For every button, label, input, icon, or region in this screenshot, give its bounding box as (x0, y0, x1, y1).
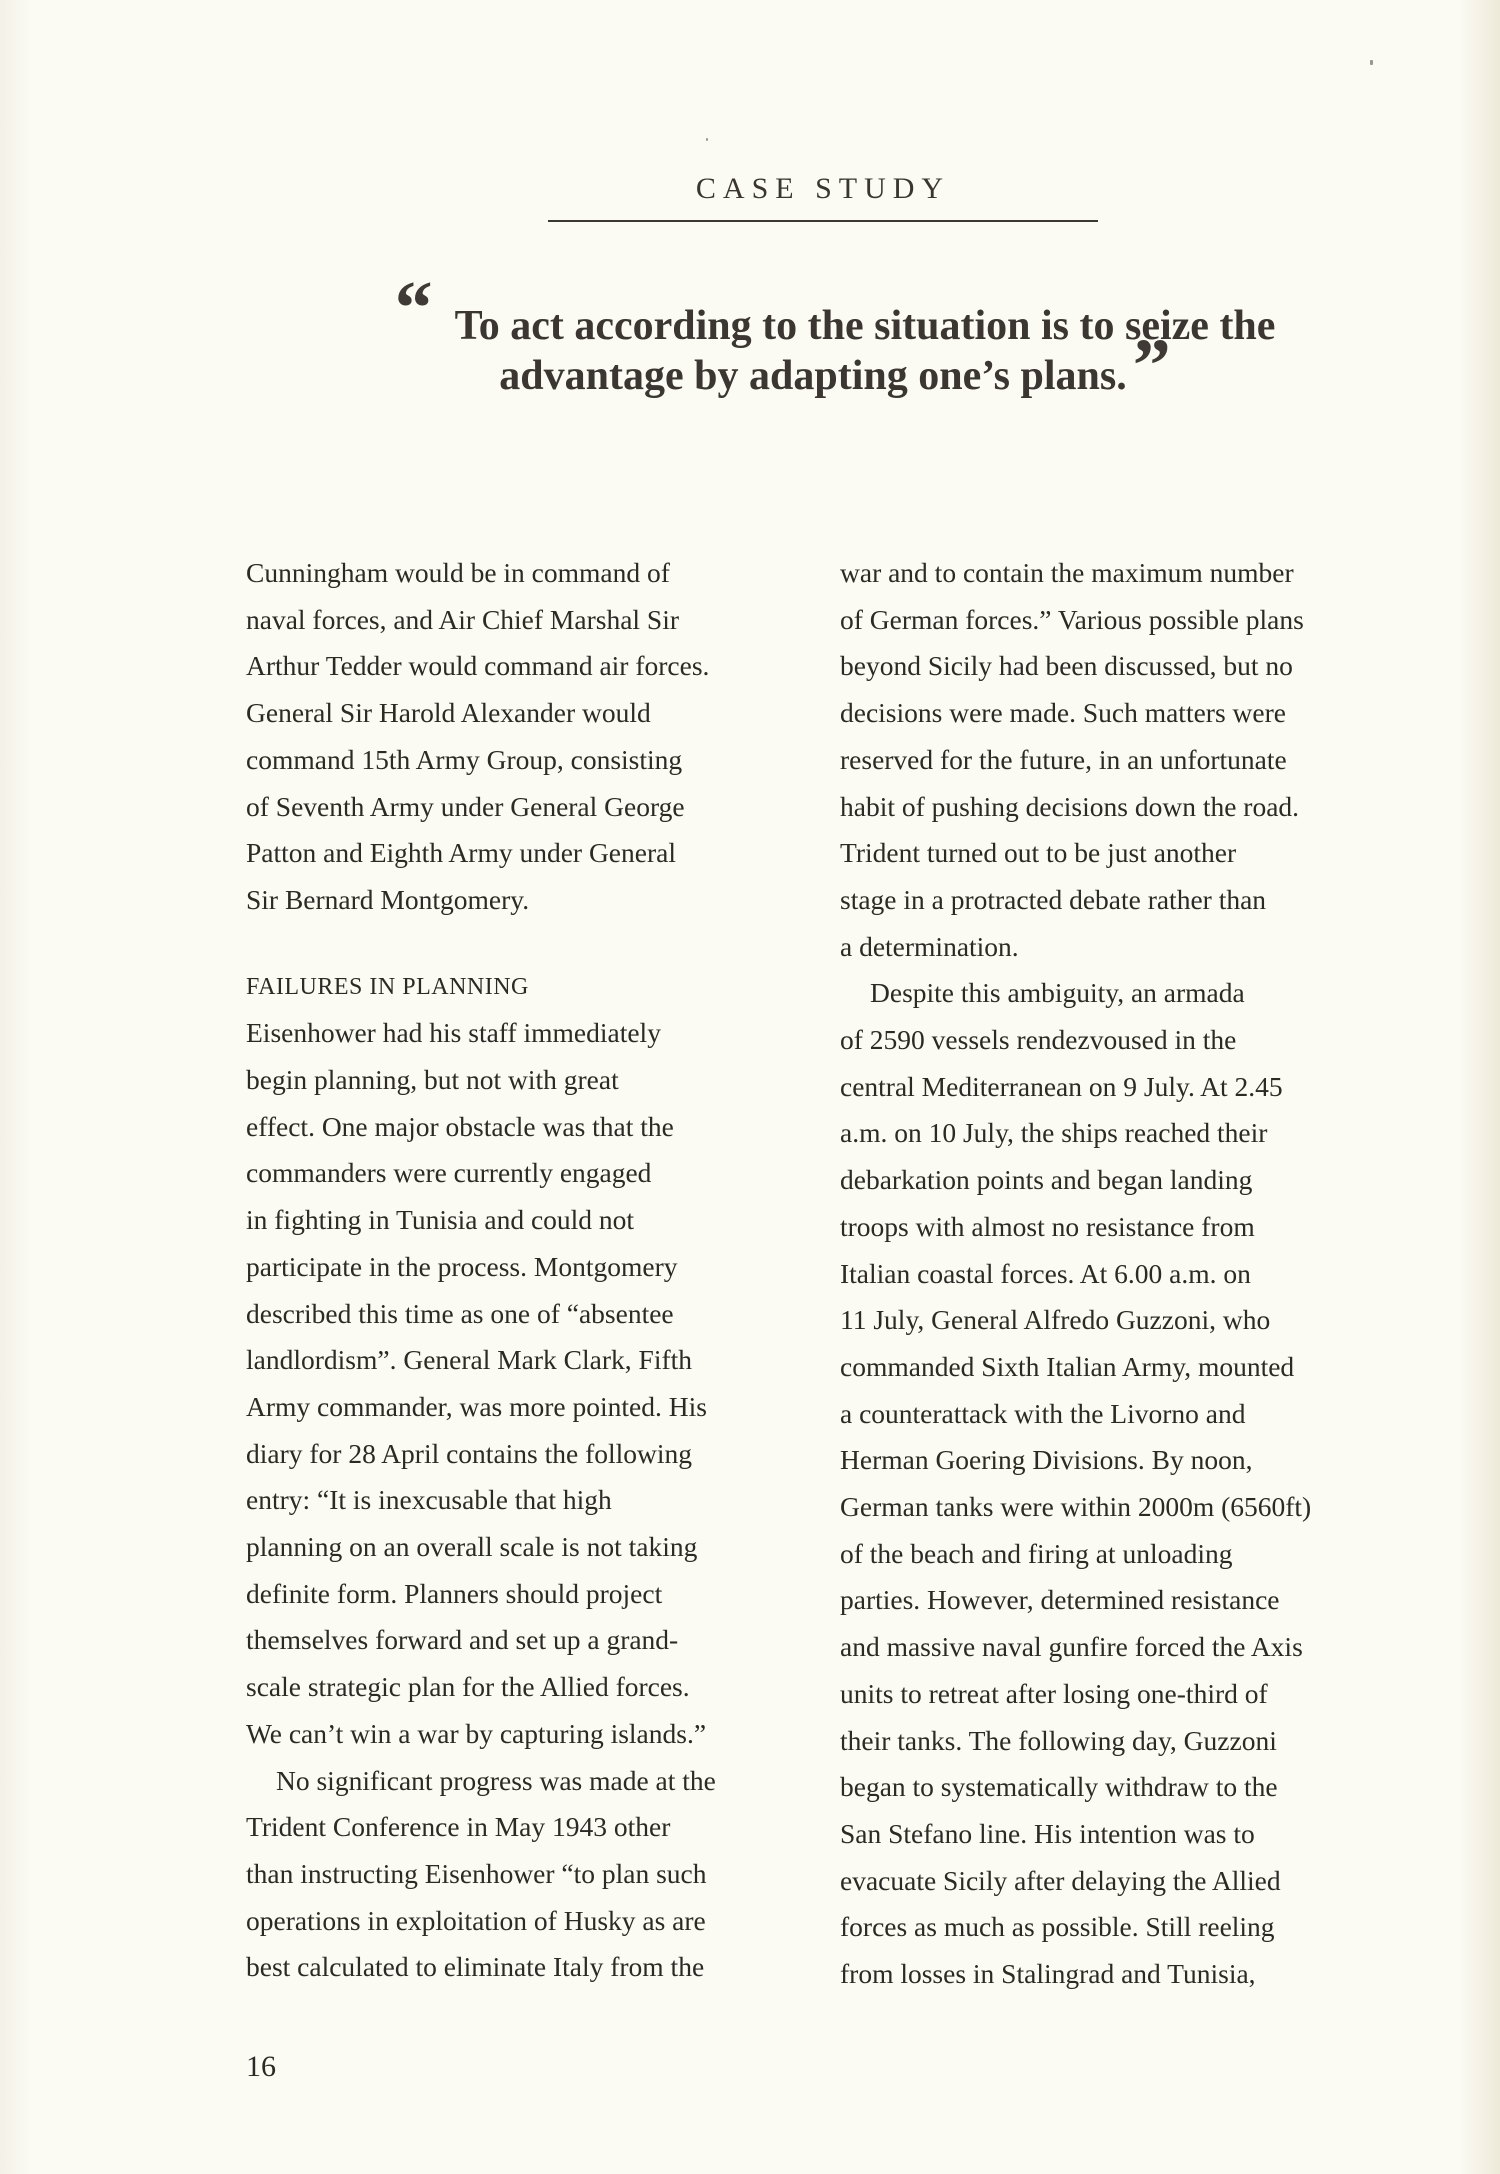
text-line: units to retreat after losing one-third of (840, 1677, 1268, 1709)
text-line: Trident Conference in May 1943 other (246, 1811, 671, 1843)
text-line: Army commander, was more pointed. His (246, 1390, 707, 1422)
text-line: planning on an overall scale is not taking (246, 1531, 698, 1563)
text-line: troops with almost no resistance from (840, 1210, 1255, 1242)
text-line: habit of pushing decisions down the road. (840, 790, 1300, 822)
text-line: commanded Sixth Italian Army, mounted (840, 1350, 1295, 1382)
text-line: commanders were currently engaged (246, 1157, 652, 1189)
page-number: 16 (246, 2050, 276, 2083)
text-line: Herman Goering Divisions. By noon, (840, 1444, 1253, 1476)
section-label: CASE STUDY (695, 172, 951, 205)
text-line: Sir Bernard Montgomery. (246, 883, 530, 915)
text-line: war and to contain the maximum number (840, 557, 1294, 588)
section-gap (246, 924, 826, 964)
text-line: Despite this ambiguity, an armada (870, 977, 1245, 1009)
text-line: 11 July, General Alfredo Guzzoni, who (840, 1304, 1271, 1336)
scan-speck (706, 138, 708, 141)
text-line: of Seventh Army under General George (246, 790, 685, 822)
text-line: evacuate Sicily after delaying the Allied (840, 1864, 1281, 1896)
text-line: naval forces, and Air Chief Marshal Sir (246, 603, 680, 635)
subheading: FAILURES IN PLANNING (246, 973, 529, 1000)
scan-speck (1370, 60, 1373, 65)
page-edge-shadow (1460, 0, 1500, 2174)
text-line: participate in the process. Montgomery (246, 1250, 678, 1282)
text-line: Patton and Eighth Army under General (246, 837, 676, 869)
text-line: parties. However, determined resistance (840, 1584, 1280, 1616)
text-line: their tanks. The following day, Guzzoni (840, 1724, 1277, 1756)
text-line: General Sir Harold Alexander would (246, 697, 651, 729)
text-line: a.m. on 10 July, the ships reached their (840, 1117, 1268, 1149)
text-line: of 2590 vessels rendezvoused in the (840, 1024, 1237, 1056)
subheading-block (246, 964, 826, 1011)
text-line: operations in exploitation of Husky as are (246, 1904, 706, 1936)
right-column (840, 550, 1410, 1998)
text-line: begin planning, but not with great (246, 1064, 619, 1096)
text-line: decisions were made. Such matters were (840, 697, 1286, 729)
pull-quote-line-2: advantage by adapting one’s plans. (499, 353, 1127, 399)
pull-quote (310, 266, 1360, 408)
pull-quote-line-1: To act according to the situation is to seize the (454, 303, 1276, 349)
open-quote-mark: “ (394, 266, 433, 350)
text-line: Arthur Tedder would command air forces. (246, 650, 710, 682)
paragraph (840, 970, 1410, 1997)
text-line: in fighting in Tunisia and could not (246, 1204, 635, 1236)
text-line: Trident turned out to be just another (840, 837, 1237, 869)
text-line: themselves forward and set up a grand- (246, 1624, 679, 1656)
text-line: a counterattack with the Livorno and (840, 1397, 1246, 1429)
text-line: Eisenhower had his staff immediately (246, 1017, 661, 1049)
text-line: and massive naval gunfire forced the Axis (840, 1631, 1303, 1663)
text-line: San Stefano line. His intention was to (840, 1817, 1255, 1849)
text-line: a determination. (840, 930, 1019, 962)
close-quote-mark: ” (1132, 324, 1171, 408)
text-line: diary for 28 April contains the following (246, 1437, 693, 1469)
page-gutter-shadow (0, 0, 30, 2174)
text-line: debarkation points and began landing (840, 1164, 1253, 1196)
text-line: from losses in Stalingrad and Tunisia, (840, 1958, 1256, 1990)
text-line: best calculated to eliminate Italy from the (246, 1951, 705, 1983)
paragraph (246, 1758, 826, 1992)
text-line: stage in a protracted debate rather than (840, 883, 1267, 915)
text-line: We can’t win a war by capturing islands.” (246, 1717, 707, 1749)
paragraph (840, 550, 1410, 970)
text-line: than instructing Eisenhower “to plan such (246, 1857, 707, 1889)
text-line: of German forces.” Various possible plans (840, 603, 1304, 635)
paragraph (246, 1010, 826, 1757)
text-line: landlordism”. General Mark Clark, Fifth (246, 1344, 693, 1376)
text-line: forces as much as possible. Still reeling (840, 1911, 1275, 1943)
text-line: beyond Sicily had been discussed, but no (840, 650, 1293, 682)
text-line: reserved for the future, in an unfortunate (840, 743, 1287, 775)
text-line: of the beach and firing at unloading (840, 1537, 1233, 1569)
text-line: German tanks were within 2000m (6560ft) (840, 1491, 1312, 1523)
paragraph (246, 550, 826, 924)
text-line: No significant progress was made at the (276, 1764, 716, 1796)
text-line: effect. One major obstacle was that the (246, 1110, 674, 1142)
text-line: entry: “It is inexcusable that high (246, 1484, 612, 1516)
text-line: scale strategic plan for the Allied forces. (246, 1671, 690, 1703)
text-line: began to systematically withdraw to the (840, 1771, 1278, 1803)
left-column (246, 550, 826, 1991)
text-line: central Mediterranean on 9 July. At 2.45 (840, 1070, 1283, 1102)
header-rule (548, 220, 1098, 222)
text-line: described this time as one of “absentee (246, 1297, 674, 1329)
text-line: Italian coastal forces. At 6.00 a.m. on (840, 1257, 1251, 1289)
text-line: command 15th Army Group, consisting (246, 743, 683, 775)
text-line: Cunningham would be in command of (246, 557, 670, 588)
text-line: definite form. Planners should project (246, 1577, 663, 1609)
